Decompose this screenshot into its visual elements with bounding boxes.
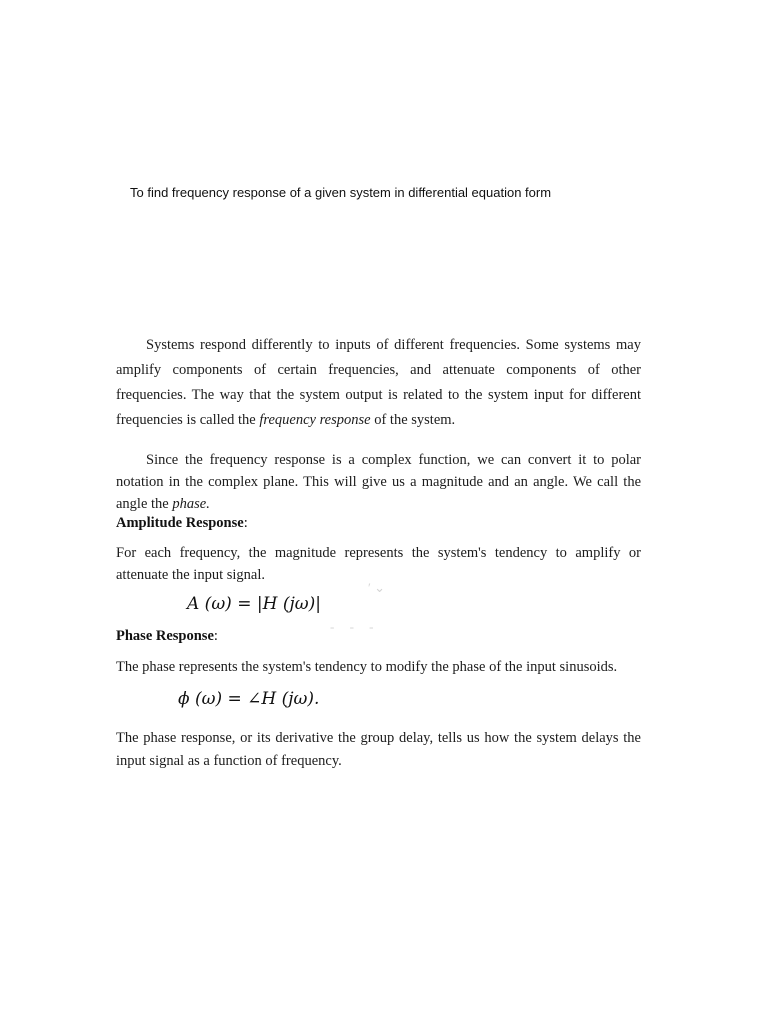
phase-heading-text: Phase Response: [116, 628, 214, 644]
intro-text: Systems respond differently to inputs of different frequencies. Some systems may amplify components of certain frequencies, and attenuate components of other frequencies. The way that the system output is related to the system input for different frequencies is called the: [116, 337, 641, 428]
phase-heading: [116, 628, 218, 645]
phase-paragraph: The phase represents the system's tendency to modify the phase of the input sinusoids.: [116, 659, 618, 675]
polar-paragraph: [116, 449, 641, 515]
amplitude-heading-colon: :: [243, 515, 248, 531]
polar-emphasis: phase.: [172, 496, 210, 512]
amplitude-paragraph: For each frequency, the magnitude represents the system's tendency to amplify or attenuate the input signal.: [116, 545, 641, 583]
phase-equation-text: ϕ (ω) = ∠H (jω).: [178, 689, 320, 709]
phase-heading-colon: :: [213, 628, 218, 644]
polar-text: Since the frequency response is a complex function, we can convert it to polar notation in the complex plane. This will give us a magnitude and an angle. We call the angle the: [116, 452, 641, 512]
page-heading: To find frequency response of a given system in differential equation form: [130, 185, 552, 200]
amplitude-heading-text: Amplitude Response: [116, 515, 244, 531]
intro-paragraph: [116, 333, 641, 433]
intro-text-end: of the system.: [370, 412, 456, 428]
amplitude-equation-text: A (ω) = |H (jω)|: [187, 594, 321, 614]
closing-paragraph: The phase response, or its derivative the group delay, tells us how the system delays the input signal as a function of frequency.: [116, 730, 641, 769]
amplitude-equation: [187, 594, 321, 614]
scan-artifact-mark: ′ ⌄: [368, 580, 385, 595]
phase-equation: [178, 689, 319, 709]
scan-artifact-dashes: ‐ ‐ ‐: [330, 619, 380, 634]
amplitude-heading: [116, 515, 248, 532]
intro-emphasis: frequency response: [259, 412, 371, 428]
